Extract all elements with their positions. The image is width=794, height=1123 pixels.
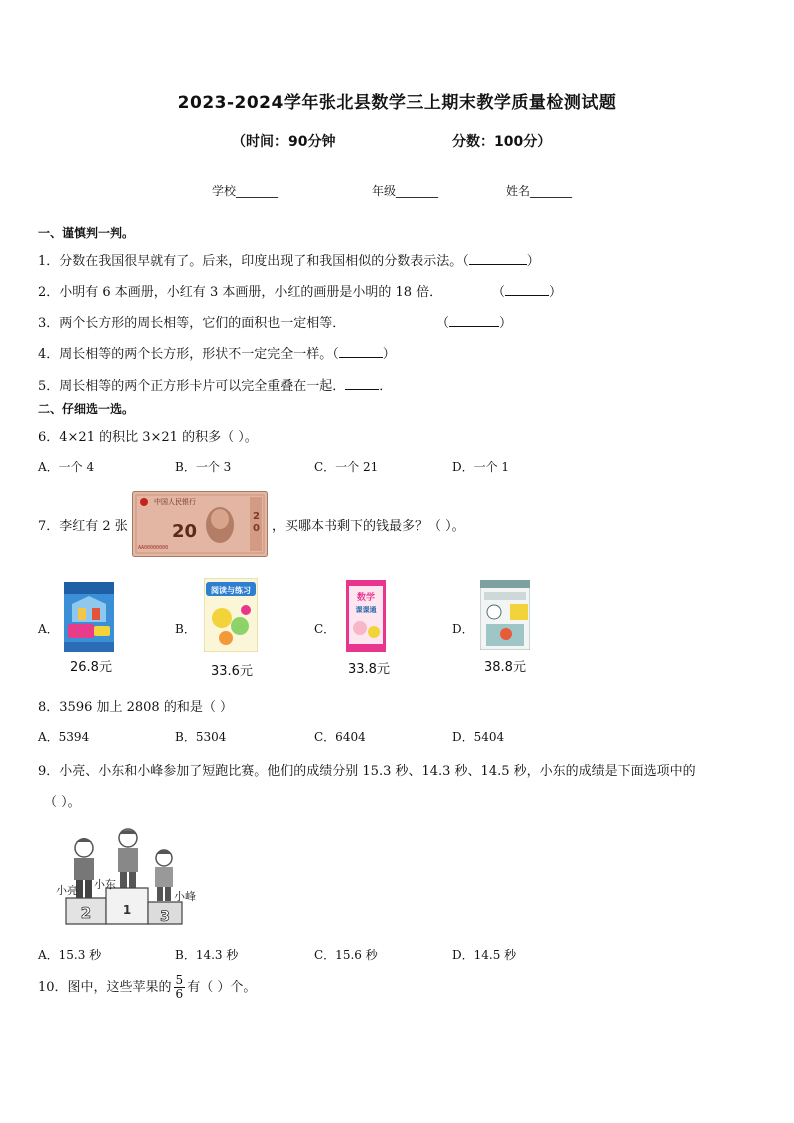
answer-blank-4[interactable]: [339, 345, 383, 358]
question-4-end: ）: [382, 347, 396, 362]
answer-blank-3[interactable]: [449, 314, 499, 327]
book-c-title-2: 课课通: [355, 606, 377, 614]
price-a: 26.8元: [70, 660, 112, 675]
question-9-line2: （ ）。: [44, 795, 81, 810]
q8-option-d[interactable]: D．5404: [452, 730, 505, 744]
question-2-end: ）: [549, 285, 563, 300]
podium-place-2: 2: [80, 904, 92, 922]
book-a-cover[interactable]: [64, 582, 114, 652]
q8-option-b[interactable]: B．5304: [175, 730, 227, 744]
question-9: 9．小亮、小东和小峰参加了短跑比赛。他们的成绩分别 15.3 秒、14.3 秒、14.5 秒，小东的成绩是下面选项中的: [38, 764, 696, 779]
q9-option-a[interactable]: A．15.3 秒: [38, 948, 102, 962]
section-1-heading: 一、谨慎判一判。: [38, 226, 135, 240]
q7-option-d[interactable]: D．: [452, 622, 474, 636]
question-4: [38, 343, 396, 362]
q6-option-b[interactable]: B．一个 3: [175, 460, 232, 474]
question-5: [38, 375, 392, 394]
answer-blank-1[interactable]: [469, 252, 527, 265]
answer-blank-5[interactable]: [345, 377, 379, 390]
school-field[interactable]: 学校_______: [212, 184, 279, 198]
banknote-denomination: 20: [172, 521, 198, 542]
question-6: 6．4×21 的积比 3×21 的积多（ ）。: [38, 430, 258, 445]
fraction-numerator: 5: [175, 973, 184, 987]
q8-option-c[interactable]: C．6404: [314, 730, 366, 744]
question-10-text-before: 10．图中，这些苹果的: [38, 980, 172, 995]
question-7-before: 7．李红有 2 张: [38, 519, 128, 534]
banknote-serial: AA00000000: [138, 545, 169, 551]
kid-xiaodong-icon: [118, 829, 138, 888]
answer-blank-2[interactable]: [505, 283, 549, 296]
book-c-cover[interactable]: [346, 580, 386, 652]
q9-option-d[interactable]: D．14.5 秒: [452, 948, 517, 962]
question-7-after: ，买哪本书剩下的钱最多？（ ）。: [272, 519, 465, 534]
price-b: 33.6元: [211, 664, 253, 679]
question-8: 8．3596 加上 2808 的和是（ ）: [38, 700, 233, 715]
page-title: 2023-2024学年张北县数学三上期末教学质量检测试题: [177, 93, 617, 113]
question-1-end: ）: [526, 254, 540, 269]
label-xiaofeng: 小峰: [174, 890, 196, 903]
question-2: [38, 281, 442, 300]
question-2-text: 2．小明有 6 本画册，小红有 3 本画册，小红的画册是小明的 18 倍．: [38, 285, 443, 300]
price-d: 38.8元: [484, 660, 526, 675]
label-xiaodong: 小东: [94, 878, 116, 891]
q6-option-d[interactable]: D．一个 1: [452, 460, 510, 474]
question-2-open: （: [492, 285, 506, 300]
name-field[interactable]: 姓名_______: [506, 184, 573, 198]
svg-text:0: 0: [253, 523, 260, 534]
q6-option-a[interactable]: A．一个 4: [38, 460, 95, 474]
q9-option-c[interactable]: C．15.6 秒: [314, 948, 378, 962]
question-3: [38, 312, 345, 331]
podium-illustration: [56, 826, 206, 930]
question-3-open: （: [436, 316, 450, 331]
book-d-cover[interactable]: [480, 580, 530, 650]
question-3-answer: [436, 312, 512, 331]
question-3-end: ）: [499, 316, 513, 331]
section-2-heading: 二、仔细选一选。: [38, 402, 135, 416]
q6-option-c[interactable]: C．一个 21: [314, 460, 379, 474]
book-b-title: 阅读与练习: [211, 586, 251, 595]
exam-time: （时间：90分钟: [232, 134, 336, 150]
svg-text:2: 2: [253, 511, 260, 522]
question-10-text-after: 有（ ）个。: [187, 980, 257, 995]
podium-place-1: 1: [122, 903, 132, 917]
question-5-text: 5．周长相等的两个正方形卡片可以完全重叠在一起．: [38, 379, 346, 394]
q7-option-c[interactable]: C．: [314, 622, 336, 636]
book-b-cover[interactable]: [204, 578, 258, 652]
grade-field[interactable]: 年级_______: [372, 184, 439, 198]
fraction-denominator: 6: [175, 987, 184, 1001]
price-c: 33.8元: [348, 662, 390, 677]
question-2-answer: [492, 281, 562, 300]
book-c-title-1: 数学: [356, 593, 376, 603]
question-3-text: 3．两个长方形的周长相等，它们的面积也一定相等．: [38, 316, 346, 331]
question-10: [38, 974, 256, 1001]
exam-score: 分数：100分）: [452, 134, 552, 150]
question-5-end: ．: [379, 379, 393, 394]
kid-xiaofeng-icon: [155, 850, 173, 901]
national-emblem-icon: [140, 498, 148, 506]
question-1: [38, 250, 540, 269]
q8-option-a[interactable]: A．5394: [38, 730, 90, 744]
q9-option-b[interactable]: B．14.3 秒: [175, 948, 239, 962]
fraction-five-sixths: [174, 974, 186, 1001]
label-xiaoliang: 小亮: [56, 884, 78, 897]
question-1-text: 1．分数在我国很早就有了。后来，印度出现了和我国相似的分数表示法。（: [38, 254, 469, 269]
q7-option-a[interactable]: A．: [38, 622, 59, 636]
banknote-bank-name: 中国人民银行: [154, 498, 196, 506]
banknote-20-yuan: [132, 491, 268, 557]
podium-place-3: 3: [160, 909, 170, 925]
q7-option-b[interactable]: B．: [175, 622, 196, 636]
question-4-text: 4．周长相等的两个长方形，形状不一定完全一样。（: [38, 347, 339, 362]
